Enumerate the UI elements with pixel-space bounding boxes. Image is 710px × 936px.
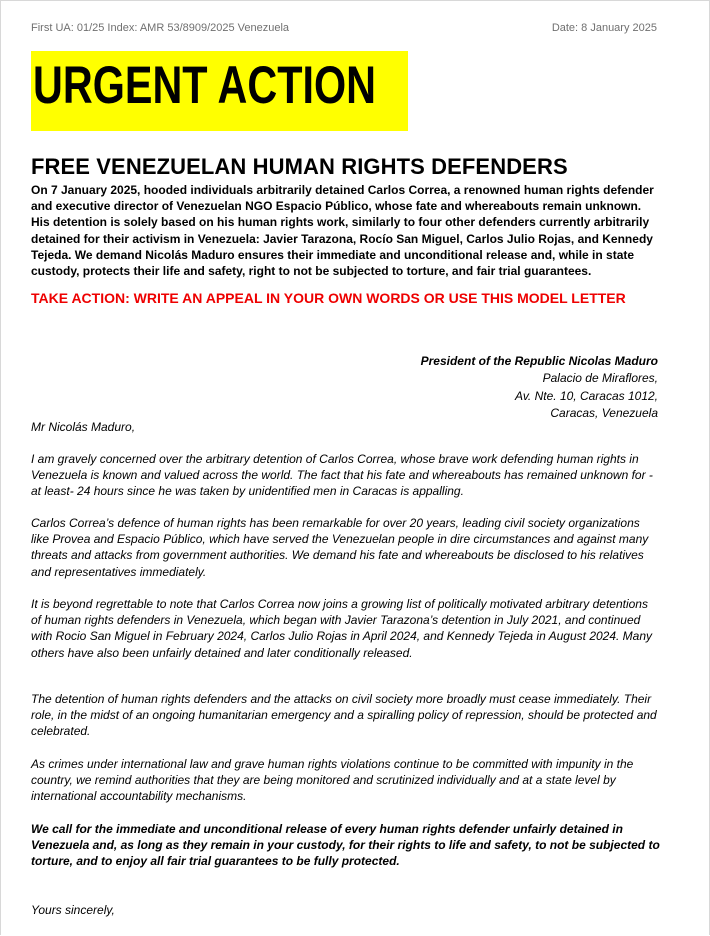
letter-paragraph-5: As crimes under international law and grave human rights violations continue to be committed with impunity in the country, we remind authorities that they are being monitored and scrutinized individually and at a state level by international accountability mechanisms. — [31, 757, 634, 804]
page-title: FREE VENEZUELAN HUMAN RIGHTS DEFENDERS — [31, 154, 568, 179]
intro-summary: On 7 January 2025, hooded individuals arbitrarily detained Carlos Correa, a renowned human rights defender and executive director of Venezuelan NGO Espacio Público, whose fate and whereabouts remain unknown. His detention is solely based on his human rights work, similarly to four other defenders currently arbitrarily detained for their activism in Venezuela: Javier Tarazona, Rocío San Miguel, Carlos Julio Rojas, and Kennedy Tejeda. We demand Nicolás Maduro ensures their immediate and unconditional release and, while in state custody, protects their life and safety, right to not be subjected to torture, and fair trial guarantees. — [31, 183, 654, 279]
address-line-2: Av. Nte. 10, Caracas 1012, — [515, 388, 658, 403]
address-line-1: Palacio de Miraflores, — [542, 371, 658, 386]
letter-paragraph-1: I am gravely concerned over the arbitrary detention of Carlos Correa, whose brave work defending human rights in Venezuela is known and valued across the world. The fact that his fate and whereabouts has remained unknown for -at least- 24 hours since he was taken by unidentified men in Caracas is appalling. — [31, 452, 653, 499]
recipient-address — [421, 353, 658, 423]
letter-paragraph-2: Carlos Correa’s defence of human rights has been remarkable for over 20 years, leading civil society organizations like Provea and Espacio Público, which have served the Venezuelan people in dire circumstances and against many threats and attacks from government authorities. We demand his fate and whereabouts be disclosed to his relatives and representatives immediately. — [31, 516, 649, 579]
letter-salutation: Mr Nicolás Maduro, — [31, 420, 136, 434]
address-line-3: Caracas, Venezuela — [550, 406, 658, 421]
document-reference: First UA: 01/25 Index: AMR 53/8909/2025 Venezuela — [31, 22, 290, 34]
letter-demand-paragraph: We call for the immediate and unconditional release of every human rights defender unfairly detained in Venezuela and, as long as they remain in your custody, for their rights to life and safety, to not be subjected to torture, and to enjoy all fair trial guarantees to be fully protected. — [31, 822, 660, 869]
letter-closing: Yours sincerely, — [31, 903, 115, 917]
take-action-heading: TAKE ACTION: WRITE AN APPEAL IN YOUR OWN WORDS OR USE THIS MODEL LETTER — [31, 290, 626, 306]
letter-paragraph-3: It is beyond regrettable to note that Carlos Correa now joins a growing list of politically motivated arbitrary detentions of human rights defenders in Venezuela, which began with Javier Tarazona’s detention in July 2021, and continued with Rocio San Miguel in February 2024, Carlos Julio Rojas in April 2024, and Kennedy Tejeda in August 2024. Many others have also been unfairly detained and later conditionally released. — [31, 597, 653, 660]
urgent-action-title: URGENT ACTION — [33, 56, 376, 115]
document-date: Date: 8 January 2025 — [551, 22, 657, 34]
letter-paragraph-4: The detention of human rights defenders and the attacks on civil society more broadly must cease immediately. Their role, in the midst of an ongoing humanitarian emergency and a spiralling policy of repression, should be protected and celebrated. — [31, 692, 657, 739]
recipient-name: President of the Republic Nicolas Maduro — [420, 354, 658, 368]
